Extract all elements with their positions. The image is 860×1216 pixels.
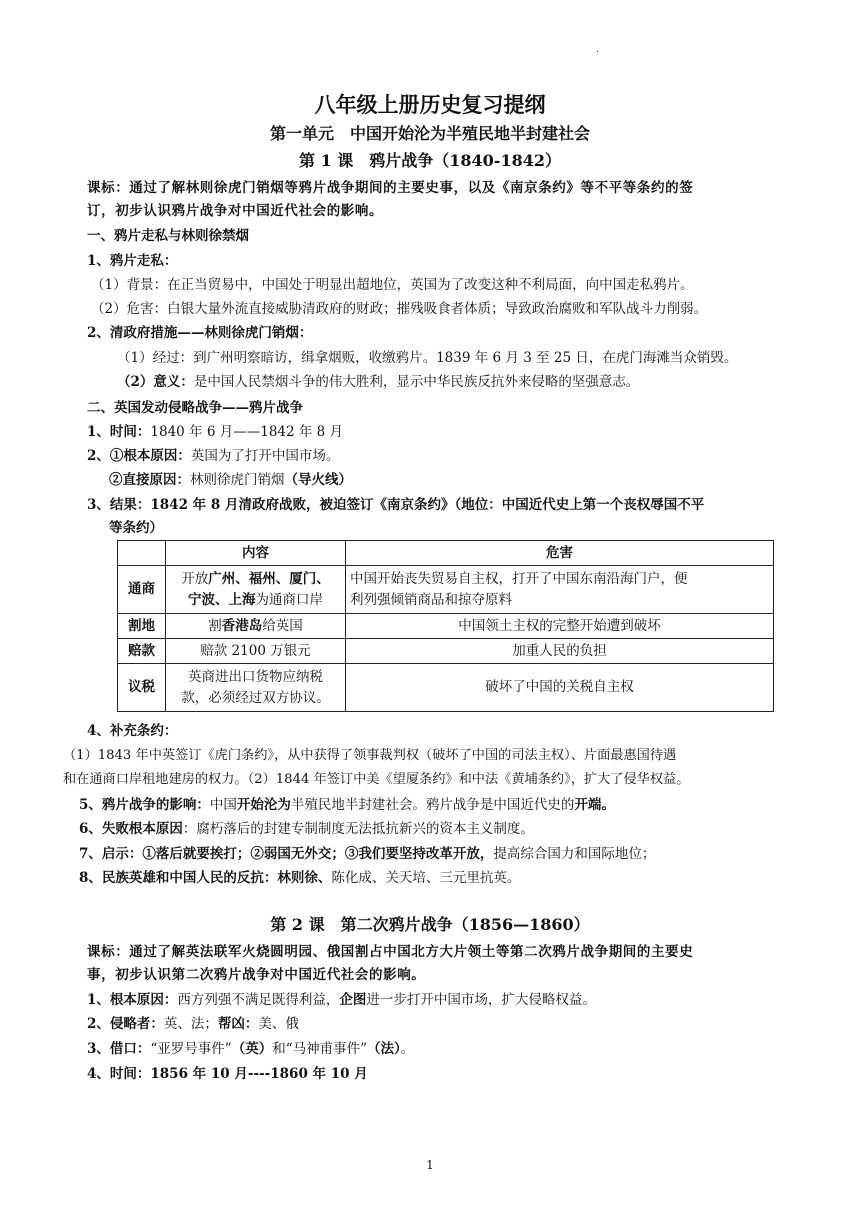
supplement-line1: （1）1843 年中英签订《虎门条约》，从中获得了领事裁判权（破坏了中国的司法主权）、片面最惠国待遇	[63, 748, 677, 763]
significance-label: （2）意义：	[117, 374, 194, 390]
lesson2-kebiao-line2: 事，初步认识第二次鸦片战争对中国近代社会的影响。	[87, 967, 426, 983]
result-line1: 3、结果：1842 年 8 月清政府战败，被迫签订《南京条约》（地位：中国近代史上第一个丧权辱国不平	[87, 497, 705, 513]
unit-title: 第一单元 中国开始沦为半殖民地半封建社会	[269, 124, 590, 143]
root-cause-text: 英国为了打开中国市场。	[190, 448, 340, 464]
page-number: 1	[426, 1158, 434, 1172]
table-row	[118, 639, 774, 664]
lesson2-root-cause: 1、根本原因：西方列强不满足既得利益，企图进一步打开中国市场，扩大侵略权益。	[87, 992, 596, 1008]
time-label: 1、时间：	[87, 424, 151, 440]
section-8-heroes: 8、民族英雄和中国人民的反抗：林则徐、陈化成、关天培、三元里抗英。	[79, 870, 521, 886]
lesson2-kebiao-line1: 课标：通过了解英法联军火烧圆明园、俄国割占中国北方大片领土等第二次鸦片战争期间的主要史	[87, 944, 694, 960]
direct-cause-text: 林则徐虎门销烟	[190, 472, 285, 488]
section-1-2-process: （1）经过：到广州明察暗访，缉拿烟贩，收缴鸦片。1839 年 6 月 3 至 25 日，在虎门海滩当众销毁。	[117, 350, 738, 366]
section-1-1-background: （1）背景：在正当贸易中，中国处于明显出超地位，英国为了改变这种不利局面，向中国走私鸦片。	[91, 277, 694, 293]
root-cause-label: 2、①根本原因：	[87, 448, 191, 464]
row-label-land: 割地	[118, 614, 166, 639]
indemnity-content: 赔款 2100 万银元	[166, 639, 346, 664]
result-line2: 等条约）	[109, 520, 163, 536]
lesson2-title: 第 2 课 第二次鸦片战争（1856—1860）	[270, 915, 590, 934]
section-1-1-harm: （2）危害：白银大量外流直接威胁清政府的财政；摧残吸食者体质；导致政治腐败和军队战斗力削弱。	[91, 301, 708, 317]
indemnity-harm: 加重人民的负担	[346, 639, 774, 664]
header-dot: .	[596, 44, 600, 55]
section-6-failure: 6、失败根本原因：腐朽落后的封建专制制度无法抵抗新兴的资本主义制度。	[79, 821, 534, 837]
trade-content: 开放广州、福州、厦门、 宁波、上海为通商口岸	[166, 566, 346, 614]
table-row	[118, 566, 774, 614]
trade-harm: 中国开始丧失贸易自主权，打开了中国东南沿海门户，便 利列强倾销商品和掠夺原料	[346, 566, 774, 614]
section-5-impact: 5、鸦片战争的影响：中国开始沦为半殖民地半封建社会。鸦片战争是中国近代史的开端。	[79, 797, 615, 813]
row-label-trade: 通商	[118, 566, 166, 614]
document-title: 八年级上册历史复习提纲	[314, 92, 546, 117]
lesson2-pretext: 3、借口：“亚罗号事件”（英）和“马神甫事件”（法）。	[87, 1041, 415, 1057]
lesson1-kebiao-line1: 课标：通过了解林则徐虎门销烟等鸦片战争期间的主要史事，以及《南京条约》等不平等条约的签	[87, 180, 694, 196]
significance-text: 是中国人民禁烟斗争的伟大胜利，显示中华民族反抗外来侵略的坚强意志。	[193, 374, 640, 390]
table-row	[118, 614, 774, 639]
tariff-content: 英商进出口货物应纳税 款，必须经过双方协议。	[166, 664, 346, 712]
direct-cause	[109, 469, 352, 491]
section-1-heading: 一、鸦片走私与林则徐禁烟	[87, 228, 249, 244]
table-header-empty	[118, 541, 166, 566]
section-1-2-significance	[117, 371, 639, 393]
table-row	[118, 664, 774, 712]
tariff-harm: 破坏了中国的关税自主权	[346, 664, 774, 712]
section-1-1-heading: 1、鸦片走私：	[87, 253, 178, 269]
direct-cause-suffix: （导火线）	[284, 472, 352, 488]
nanjing-treaty-table	[117, 540, 774, 712]
land-harm: 中国领土主权的完整开始遭到破坏	[346, 614, 774, 639]
row-label-tariff: 议税	[118, 664, 166, 712]
lesson1-title: 第 1 课 鸦片战争（1840-1842）	[299, 151, 561, 170]
table-header-content: 内容	[166, 541, 346, 566]
table-header-harm: 危害	[346, 541, 774, 566]
table-header-row	[118, 541, 774, 566]
section-4-heading: 4、补充条约：	[87, 723, 178, 739]
section-1-2-heading: 2、清政府措施——林则徐虎门销烟：	[87, 325, 313, 341]
lesson2-time: 4、时间：1856 年 10 月----1860 年 10 月	[87, 1066, 368, 1082]
time-text: 1840 年 6 月——1842 年 8 月	[150, 424, 344, 440]
lesson1-kebiao-line2: 订，初步认识鸦片战争对中国近代社会的影响。	[87, 203, 384, 219]
direct-cause-label: ②直接原因：	[109, 472, 190, 488]
section-7-lessons: 7、启示：①落后就要挨打；②弱国无外交；③我们要坚持改革开放，提高综合国力和国际地位；	[79, 846, 656, 862]
root-cause	[87, 445, 339, 467]
supplement-line2: 和在通商口岸租地建房的权力。（2）1844 年签订中美《望厦条约》和中法《黄埔条约》，扩大了侵华权益。	[63, 772, 690, 787]
land-content: 割香港岛给英国	[166, 614, 346, 639]
war-time	[87, 421, 343, 443]
row-label-indemnity: 赔款	[118, 639, 166, 664]
lesson2-aggressors: 2、侵略者：英、法；帮凶：美、俄	[87, 1016, 299, 1032]
section-2-heading: 二、英国发动侵略战争——鸦片战争	[87, 400, 303, 416]
